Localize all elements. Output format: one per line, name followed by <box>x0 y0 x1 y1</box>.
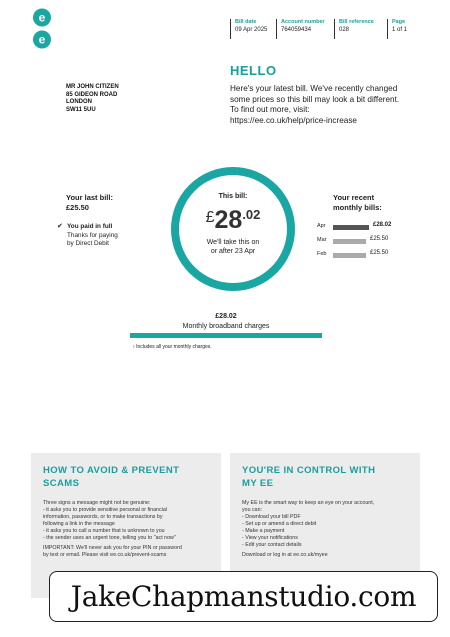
payment-note-line: or after 23 Apr <box>210 248 256 255</box>
page-value: 1 of 1 <box>392 27 408 33</box>
price-increase-link[interactable]: https://ee.co.uk/help/price-increase <box>230 115 357 125</box>
hello-message <box>230 84 430 126</box>
bill-bar <box>333 239 366 244</box>
bill-date-label: Bill date <box>235 19 257 25</box>
watermark-text: JakeChapmanstudio.com <box>70 580 417 613</box>
my-ee-title-line: MY EE <box>242 478 274 489</box>
my-ee-line: you can: <box>242 507 263 513</box>
bill-date-cell <box>230 19 276 39</box>
page-cell <box>387 19 411 39</box>
bill-header <box>230 19 411 41</box>
breakdown-amount: £28.02 <box>215 313 237 320</box>
bill-reference-cell <box>334 19 387 39</box>
my-ee-body <box>242 500 414 562</box>
my-ee-line: - Make a payment <box>242 528 285 534</box>
watermark-banner <box>49 571 438 622</box>
address-line: SW11 5UU <box>66 106 96 113</box>
breakdown-label: Monthly broadband charges <box>182 323 270 330</box>
my-ee-line: - Download your bill PDF <box>242 514 301 520</box>
recent-bill-row <box>317 222 427 236</box>
payment-date-note <box>171 238 295 256</box>
recent-title-line: monthly bills: <box>333 203 382 212</box>
bar-value-label: £28.02 <box>373 222 392 228</box>
address-line: LONDON <box>66 99 92 105</box>
paid-line: Thanks for paying <box>67 231 118 239</box>
scams-important: by text or email. Please visit ee.co.uk/prevent-scams <box>43 552 167 558</box>
bill-date-value: 09 Apr 2025 <box>235 27 268 33</box>
paid-line: by Direct Debit <box>67 240 109 247</box>
account-number-cell <box>276 19 334 39</box>
scams-important: IMPORTANT: We'll never ask you for your PIN or password <box>43 545 182 551</box>
scams-line: information, passwords, or to make transactions by <box>43 514 163 520</box>
currency-symbol: £ <box>205 209 215 226</box>
recent-bills-chart <box>317 222 427 264</box>
bar-month-label: Feb <box>317 251 327 257</box>
bar-month-label: Apr <box>317 223 326 229</box>
breakdown-note-text: Includes all your monthly charges. <box>136 344 212 350</box>
address-line: 85 GIDEON ROAD <box>66 91 118 98</box>
breakdown-bar <box>130 333 322 338</box>
scams-line: following a link in the message <box>43 521 115 527</box>
ee-logo <box>28 8 56 50</box>
recent-bill-row <box>317 236 427 250</box>
amount-pence: .02 <box>242 207 261 222</box>
my-ee-title <box>242 464 417 490</box>
bill-reference-value: 028 <box>339 27 350 33</box>
this-bill-label: This bill: <box>218 193 248 200</box>
recent-title-line: Your recent <box>333 193 375 202</box>
page-label: Page <box>392 19 406 25</box>
scams-line: Three signs a message might not be genuine: <box>43 500 151 506</box>
breakdown-note <box>133 344 212 350</box>
this-bill-amount <box>171 206 295 235</box>
last-bill-summary <box>66 193 113 213</box>
scams-title-line: SCAMS <box>43 478 80 489</box>
address-line: MR JOHN CITIZEN <box>66 84 119 90</box>
bar-value-label: £25.50 <box>370 250 389 256</box>
paid-title: You paid in full <box>67 223 113 230</box>
hello-title: HELLO <box>230 63 277 78</box>
svg-text:e: e <box>38 32 46 47</box>
my-ee-line: - Edit your contact details <box>242 542 302 548</box>
recent-bill-row <box>317 250 427 264</box>
chevron-right-icon: › <box>133 344 135 350</box>
hello-line: Here's your latest bill. We've recently changed <box>230 84 398 93</box>
amount-pounds: 28 <box>214 206 243 234</box>
checkmark-icon: ✔ <box>57 223 63 230</box>
my-ee-footer: Download or log in at ee.co.uk/myee <box>242 552 328 558</box>
scams-line: - it asks you to call a number that is unknown to you <box>43 528 165 534</box>
my-ee-title-line: YOU'RE IN CONTROL WITH <box>242 465 376 476</box>
scams-line: - it asks you to provide sensitive personal or financial <box>43 507 167 513</box>
scams-title-line: HOW TO AVOID & PREVENT <box>43 465 180 476</box>
recent-bills-title <box>333 193 382 213</box>
account-number-value: 764059434 <box>281 27 312 33</box>
payment-note-line: We'll take this on <box>206 239 260 246</box>
my-ee-line: - View your notifications <box>242 535 298 541</box>
bill-bar <box>333 253 366 258</box>
bar-value-label: £25.50 <box>370 236 389 242</box>
bill-reference-label: Bill reference <box>339 19 374 25</box>
customer-address <box>66 84 119 114</box>
scams-body <box>43 500 215 562</box>
last-bill-title: Your last bill: <box>66 193 113 202</box>
last-bill-amount: £25.50 <box>66 203 89 212</box>
scams-title <box>43 464 218 490</box>
paid-status <box>57 223 118 249</box>
my-ee-line: - Set up or amend a direct debit <box>242 521 317 527</box>
hello-line: some prices so this bill may look a bit different. <box>230 94 400 104</box>
bill-bar <box>333 225 369 230</box>
bar-month-label: Mar <box>317 237 327 243</box>
my-ee-line: My EE is the smart way to keep an eye on your account, <box>242 500 375 506</box>
scams-line: - the sender uses an urgent tone, telling you to "act now" <box>43 535 176 541</box>
account-number-label: Account number <box>281 19 325 25</box>
svg-text:e: e <box>38 10 46 25</box>
hello-line: To find out more, visit: <box>230 105 310 114</box>
